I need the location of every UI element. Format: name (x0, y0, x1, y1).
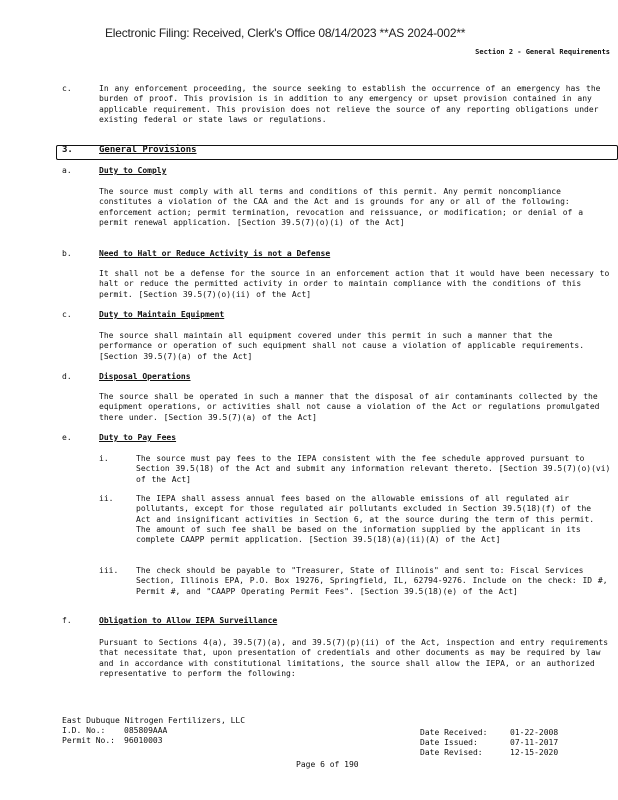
item-label: f. (62, 616, 72, 625)
paragraph: The IEPA shall assess annual fees based on the allowable emissions of all regulated air pollutants, except for those regulated air pollutants excluded in Section 39.5(18)(f) of the Act and insignificant activities in Section 6, at the source during the term of this permit. The amount of such fee shall be based on the information supplied by the applicant in its complete CAAPP permit application. [Section 39.5(18)(a)(ii)(A) of the Act] (136, 494, 595, 545)
item-label: d. (62, 372, 72, 381)
section-title: General Provisions (99, 145, 197, 155)
footer-id-label: I.D. No.: (62, 726, 106, 735)
item-title: Need to Halt or Reduce Activity is not a Defense (99, 249, 331, 258)
footer-issued-value: 07-11-2017 (510, 738, 559, 747)
paragraph: The source must comply with all terms and conditions of this permit. Any permit noncompliance constitutes a violation of the CAA and the Act and is grounds for any or all of the following: enforcement action; permit termination, revocation and reissuance, or modification; or denial of a permit renewal application. [Section 39.5(7)(o)(i) of the Act] (99, 187, 584, 227)
item-title: Duty to Pay Fees (99, 433, 177, 442)
item-label: c. (62, 84, 72, 93)
footer-permit-value: 96010003 (124, 736, 163, 745)
footer-company: East Dubuque Nitrogen Fertilizers, LLC (62, 716, 246, 725)
paragraph: Pursuant to Sections 4(a), 39.5(7)(a), and 39.5(7)(p)(ii) of the Act, inspection and entry requirements that necessitate that, upon presentation of credentials and other documents as may be required by law and in accordance with constitutional limitations, the source shall allow the IEPA, or an authorized representative to perform the following: (99, 638, 609, 678)
subitem-label: ii. (99, 494, 114, 503)
item-label: c. (62, 310, 72, 319)
paragraph: It shall not be a defense for the source in an enforcement action that it would have been necessary to halt or reduce the permitted activity in order to maintain compliance with the conditions of this permit. [Section 39.5(7)(o)(ii) of the Act] (99, 269, 610, 299)
footer-revised-label: Date Revised: (420, 748, 483, 757)
page-number: Page 6 of 190 (296, 760, 359, 769)
section-number: 3. (62, 145, 73, 155)
paragraph: In any enforcement proceeding, the source seeking to establish the occurrence of an emergency has the burden of proof. This provision is in addition to any emergency or upset provision contained in any applicable requirement. This provision does not relieve the source of any reporting obligations under existing federal or state laws or regulations. (99, 84, 601, 124)
footer-issued-label: Date Issued: (420, 738, 478, 747)
paragraph: The source must pay fees to the IEPA consistent with the fee schedule approved pursuant to Section 39.5(18) of the Act and submit any information relevant thereto. [Section 39.5(7)(o)(vi) of the Act] (136, 454, 611, 484)
footer-revised-value: 12-15-2020 (510, 748, 559, 757)
footer-received-value: 01-22-2008 (510, 728, 559, 737)
paragraph: The check should be payable to "Treasurer, State of Illinois" and sent to: Fiscal Services Section, Illinois EPA, P.O. Box 19276, Springfield, IL, 62794-9276. Include on the check: ID #, Permit #, and "CAAPP Operating Permit Fees". [Section 39.5(18)(e) of the Act] (136, 566, 608, 596)
item-title: Duty to Comply (99, 166, 167, 175)
paragraph: The source shall maintain all equipment covered under this permit in such a manner that the performance or operation of such equipment shall not cause a violation of applicable requirements. [Section 39.5(7)(a) of the Act] (99, 331, 585, 361)
item-label: b. (62, 249, 72, 258)
footer-permit-label: Permit No.: (62, 736, 115, 745)
item-title: Duty to Maintain Equipment (99, 310, 225, 319)
item-label: e. (62, 433, 72, 442)
section-header: Section 2 - General Requirements (475, 48, 610, 56)
item-title: Obligation to Allow IEPA Surveillance (99, 616, 278, 625)
item-label: a. (62, 166, 72, 175)
subitem-label: i. (99, 454, 109, 463)
subitem-label: iii. (99, 566, 119, 575)
filing-stamp: Electronic Filing: Received, Clerk's Office 08/14/2023 **AS 2024-002** (105, 26, 466, 40)
footer-id-value: 085809AAA (124, 726, 168, 735)
paragraph: The source shall be operated in such a manner that the disposal of air contaminants collected by the equipment operations, or activities shall not cause a violation of the Act or regulations promulgated there under. [Section 39.5(7)(a) of the Act] (99, 392, 600, 422)
item-title: Disposal Operations (99, 372, 191, 381)
footer-received-label: Date Received: (420, 728, 488, 737)
